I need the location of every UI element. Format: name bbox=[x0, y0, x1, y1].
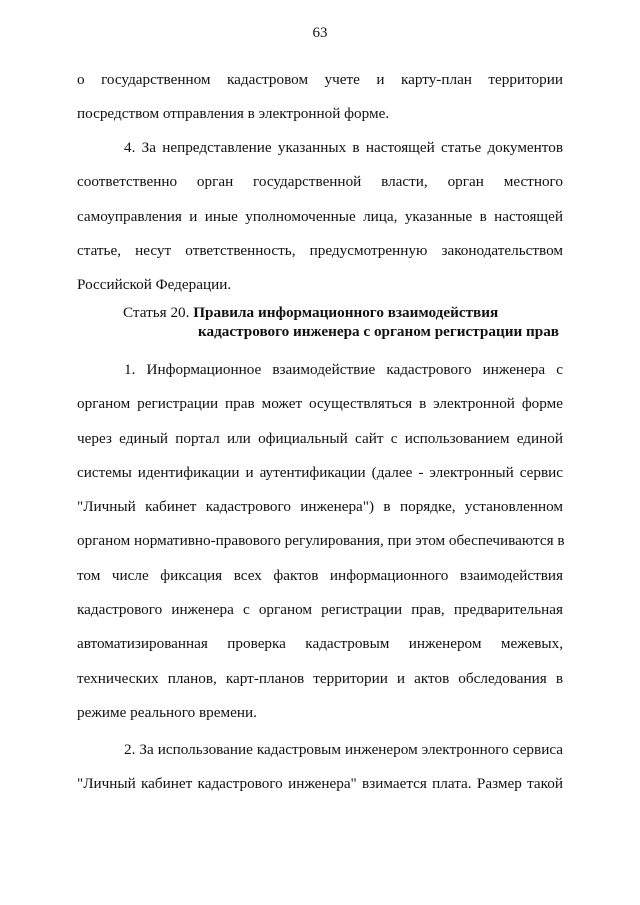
text-line: органом нормативно-правового регулирования, при этом обеспечиваются в bbox=[77, 532, 565, 550]
text-line: соответственно орган государственной власти, орган местного bbox=[77, 173, 563, 191]
text-line: Российской Федерации. bbox=[77, 276, 232, 294]
paragraph-item-2 bbox=[77, 733, 563, 802]
text-line: кадастрового инженера с органом регистрации прав, предварительная bbox=[77, 601, 563, 619]
page-number: 63 bbox=[312, 25, 328, 41]
text-line: системы идентификации и аутентификации (далее - электронный сервис bbox=[77, 463, 563, 481]
text-line: "Личный кабинет кадастрового инженера" взимается плата. Размер такой bbox=[77, 775, 563, 793]
text-line: органом регистрации прав может осуществляться в электронной форме bbox=[77, 395, 563, 413]
text-line: автоматизированная проверка кадастровым инженером межевых, bbox=[77, 635, 563, 653]
text-line: самоуправления и иные уполномоченные лица, указанные в настоящей bbox=[77, 207, 563, 225]
text-line: 2. За использование кадастровым инженером электронного сервиса bbox=[124, 741, 563, 758]
paragraph-continuation bbox=[77, 63, 563, 132]
article-heading bbox=[123, 303, 559, 341]
text-line: о государственном кадастровом учете и карту-план территории bbox=[77, 71, 563, 88]
article-heading-row-1 bbox=[123, 303, 559, 322]
text-line: через единый портал или официальный сайт с использованием единой bbox=[77, 429, 563, 447]
text-line: технических планов, карт-планов территории и актов обследования в bbox=[77, 669, 563, 687]
paragraph-item-1 bbox=[77, 353, 563, 730]
text-line: режиме реального времени. bbox=[77, 703, 257, 721]
text-line: "Личный кабинет кадастрового инженера") в порядке, установленном bbox=[77, 498, 563, 516]
text-line: том числе фиксация всех фактов информационного взаимодействия bbox=[77, 566, 563, 584]
paragraph-item-4 bbox=[77, 131, 563, 302]
text-line: 4. За непредставление указанных в настоящей статье документов bbox=[124, 139, 563, 156]
text-line: статье, несут ответственность, предусмотренную законодательством bbox=[77, 241, 563, 259]
article-label: Статья 20. bbox=[123, 304, 190, 321]
article-title-line-1: Правила информационного взаимодействия bbox=[193, 304, 499, 321]
text-line: 1. Информационное взаимодействие кадастрового инженера с bbox=[124, 361, 563, 378]
text-line: посредством отправления в электронной форме. bbox=[77, 105, 390, 123]
article-title-line-2: кадастрового инженера с органом регистрации прав bbox=[198, 323, 559, 340]
